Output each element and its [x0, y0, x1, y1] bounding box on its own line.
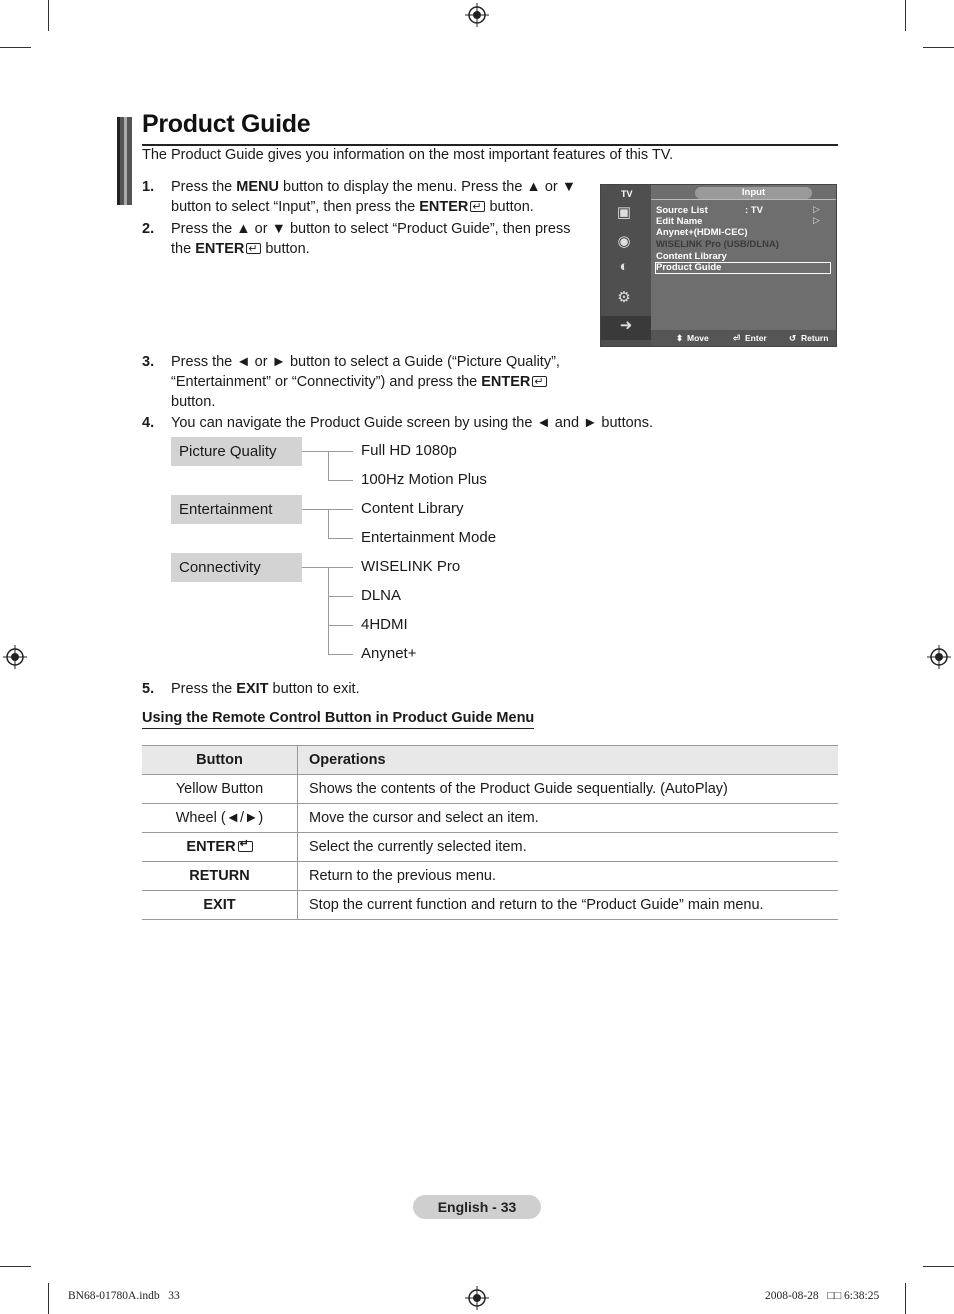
input-icon: ➜	[601, 316, 651, 340]
step-number: 5.	[142, 681, 155, 697]
step-text: Press the EXIT button to exit.	[171, 681, 360, 697]
tree-connector	[328, 654, 353, 655]
table-header-row	[142, 746, 838, 775]
table-row	[142, 775, 838, 804]
tree-connector	[328, 509, 329, 539]
step-text: Press the ▲ or ▼ button to select “Product Guide”, then press the ENTER↵ button.	[171, 219, 570, 259]
table-row	[142, 833, 838, 862]
guide-item: WISELINK Pro	[361, 558, 461, 575]
operation-cell: Select the currently selected item.	[298, 833, 839, 862]
channel-icon: ◐	[619, 258, 629, 275]
arrow-right-icon: ▷	[813, 204, 820, 214]
intro-text: The Product Guide gives you information on the most important features of this TV.	[142, 147, 674, 163]
operation-cell: Stop the current function and return to the “Product Guide” main menu.	[298, 891, 839, 920]
table-row	[142, 804, 838, 833]
step-2	[142, 219, 592, 261]
step-4	[142, 413, 838, 433]
operation-cell: Move the cursor and select an item.	[298, 804, 839, 833]
registration-mark-icon	[3, 645, 27, 669]
table-row	[142, 862, 838, 891]
return-icon: ↺	[789, 333, 797, 343]
tree-connector	[328, 596, 353, 597]
step-text: Press the MENU button to display the menu. Press the ▲ or ▼ button to select “Input”, then press the ENTER↵ button.	[171, 177, 576, 217]
step-text: Press the ◄ or ► button to select a Guide (“Picture Quality”, “Entertainment” or “Connectivity”) and press the ENTER↵ button.	[171, 352, 560, 412]
tree-connector	[328, 538, 353, 539]
osd-item-edit-name: Edit Name	[656, 216, 703, 227]
tree-connector	[328, 480, 353, 481]
step-number: 4.	[142, 415, 155, 431]
osd-tv-label: TV	[621, 189, 633, 199]
step-1	[142, 177, 592, 219]
button-cell: RETURN	[142, 862, 298, 891]
remote-operations-table	[142, 745, 838, 920]
tv-input-menu-screenshot	[600, 184, 837, 347]
registration-mark-icon	[465, 1286, 489, 1310]
osd-divider	[651, 199, 836, 200]
enter-icon	[532, 376, 547, 387]
tree-connector	[328, 567, 329, 655]
enter-icon	[238, 841, 253, 852]
operation-cell: Return to the previous menu.	[298, 862, 839, 891]
column-header-operations: Operations	[298, 746, 839, 775]
crop-mark	[923, 47, 954, 48]
category-connectivity: Connectivity	[171, 553, 302, 582]
sound-icon: ◉	[617, 233, 631, 250]
tree-connector	[328, 451, 329, 481]
category-picture-quality: Picture Quality	[171, 437, 302, 466]
step-number: 3.	[142, 354, 155, 370]
guide-item: Anynet+	[361, 645, 417, 662]
registration-mark-icon	[927, 645, 951, 669]
button-cell: EXIT	[142, 891, 298, 920]
crop-mark	[48, 1283, 49, 1314]
enter-icon	[470, 201, 485, 212]
print-slug-right: 2008-08-28 □□ 6:38:25	[765, 1290, 880, 1302]
crop-mark	[0, 47, 31, 48]
column-header-button: Button	[142, 746, 298, 775]
print-slug-left: BN68-01780A.indb 33	[68, 1290, 180, 1302]
crop-mark	[905, 0, 906, 31]
guide-item: Entertainment Mode	[361, 529, 497, 546]
registration-mark-icon	[465, 3, 489, 27]
button-cell: Wheel (◄/►)	[142, 804, 298, 833]
step-number: 1.	[142, 179, 155, 195]
crop-mark	[0, 1266, 31, 1267]
page-number-badge: English - 33	[413, 1195, 541, 1219]
crop-mark	[905, 1283, 906, 1314]
button-cell: Yellow Button	[142, 775, 298, 804]
picture-icon: ▣	[616, 204, 632, 221]
osd-item-content-library: Content Library	[656, 251, 727, 262]
step-5	[142, 679, 592, 699]
setup-icon: ⚙	[617, 289, 631, 306]
crop-mark	[923, 1266, 954, 1267]
enter-icon: ⏎	[733, 333, 741, 343]
guide-item: Content Library	[361, 500, 464, 517]
osd-item-source-list: Source List	[656, 205, 708, 216]
section-heading: Using the Remote Control Button in Product Guide Menu	[142, 710, 534, 729]
osd-source-value: : TV	[745, 205, 763, 216]
guide-item: 4HDMI	[361, 616, 408, 633]
guide-item: DLNA	[361, 587, 402, 604]
step-number: 2.	[142, 221, 155, 237]
guide-item: 100Hz Motion Plus	[361, 471, 487, 488]
table-row	[142, 891, 838, 920]
page-title: Product Guide	[142, 110, 311, 138]
title-rule	[142, 144, 838, 146]
osd-tab-input: Input	[695, 187, 812, 199]
step-3	[142, 352, 592, 412]
arrow-right-icon: ▷	[813, 215, 820, 225]
step-text: You can navigate the Product Guide screen by using the ◄ and ► buttons.	[171, 415, 654, 431]
osd-sidebar	[601, 185, 651, 346]
guide-item: Full HD 1080p	[361, 442, 457, 459]
osd-footer: ⬍ Move ⏎ Enter ↺ Return	[651, 330, 836, 346]
osd-item-wiselink: WISELINK Pro (USB/DLNA)	[656, 239, 779, 250]
operation-cell: Shows the contents of the Product Guide sequentially. (AutoPlay)	[298, 775, 839, 804]
tree-connector	[328, 625, 353, 626]
osd-item-product-guide: Product Guide	[656, 262, 722, 273]
enter-icon	[246, 243, 261, 254]
button-cell: ENTER↵	[142, 833, 298, 862]
move-icon: ⬍	[676, 333, 684, 343]
crop-mark	[48, 0, 49, 31]
osd-item-anynet: Anynet+(HDMI-CEC)	[656, 227, 748, 238]
title-accent-bar	[117, 117, 132, 205]
category-entertainment: Entertainment	[171, 495, 302, 524]
